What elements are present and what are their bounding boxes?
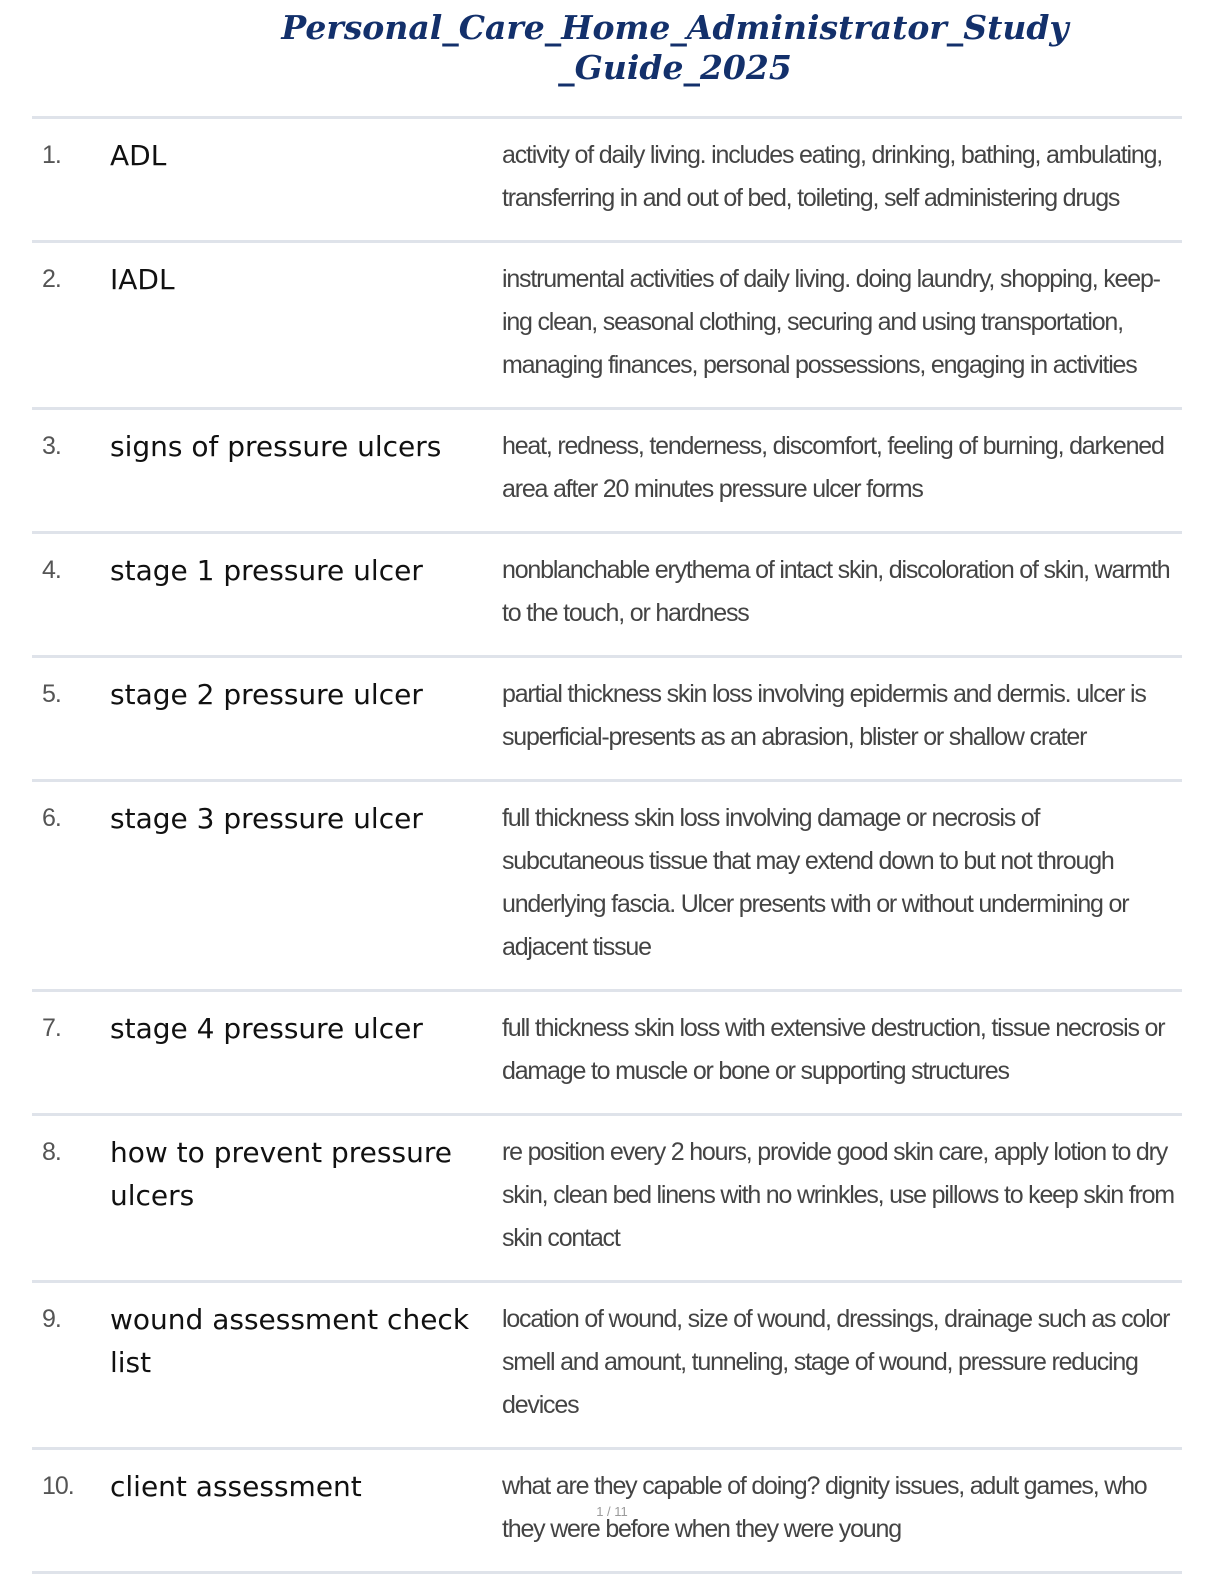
flashcard-row (32, 1283, 1182, 1450)
card-number: 2. (42, 265, 61, 293)
flashcard-row (32, 658, 1182, 782)
card-number: 9. (42, 1305, 61, 1333)
document-title-line-2: _Guide_2025 (558, 48, 792, 87)
card-number: 8. (42, 1138, 61, 1166)
flashcard-row (32, 782, 1182, 992)
card-number: 3. (42, 432, 61, 460)
card-term: IADL (110, 263, 175, 296)
document-title (200, 8, 1150, 88)
card-term: stage 4 pressure ulcer (110, 1012, 423, 1045)
flashcard-list (32, 116, 1182, 1574)
card-number: 4. (42, 556, 61, 584)
flashcard-row (32, 410, 1182, 534)
card-definition: full thickness skin loss with extensive destruction, tissue necrosis or damage to muscle or bone or supporting structures (502, 1014, 1165, 1085)
card-number: 6. (42, 804, 61, 832)
card-number: 7. (42, 1014, 61, 1042)
page-indicator: 1 / 11 (596, 1504, 628, 1519)
flashcard-row (32, 992, 1182, 1116)
card-number: 5. (42, 680, 61, 708)
flashcard-row (32, 119, 1182, 243)
card-term: wound assessment check list (110, 1303, 470, 1379)
card-definition: instrumental activities of daily living. doing laundry, shopping, keep-ing clean, seasonal clothing, securing and using transportation, managing finances, personal possessions, engaging in activities (502, 265, 1160, 379)
card-definition: full thickness skin loss involving damage or necrosis of subcutaneous tissue that may extend down to but not through underlying fascia. Ulcer presents with or without undermining or adjacent tissue (502, 804, 1129, 961)
card-term: signs of pressure ulcers (110, 430, 442, 463)
card-term: stage 1 pressure ulcer (110, 554, 423, 587)
document-title-line-1: Personal_Care_Home_Administrator_Study (281, 8, 1069, 47)
flashcard-row (32, 534, 1182, 658)
card-definition: what are they capable of doing? dignity issues, adult games, who they were before when they were young (502, 1472, 1147, 1543)
card-term: stage 2 pressure ulcer (110, 678, 423, 711)
card-number: 1. (42, 141, 61, 169)
card-term: ADL (110, 139, 167, 172)
card-definition: activity of daily living. includes eating, drinking, bathing, ambulating, transferring in and out of bed, toileting, self administering drugs (502, 141, 1163, 212)
flashcard-row (32, 1116, 1182, 1283)
card-number: 10. (42, 1472, 74, 1500)
card-term: stage 3 pressure ulcer (110, 802, 423, 835)
card-definition: re position every 2 hours, provide good skin care, apply lotion to dry skin, clean bed linens with no wrinkles, use pillows to keep skin from skin contact (502, 1138, 1174, 1252)
card-definition: partial thickness skin loss involving epidermis and dermis. ulcer is superficial-presents as an abrasion, blister or shallow crater (502, 680, 1146, 751)
card-definition: location of wound, size of wound, dressings, drainage such as color smell and amount, tunneling, stage of wound, pressure reducing devices (502, 1305, 1170, 1419)
card-definition: heat, redness, tenderness, discomfort, feeling of burning, darkened area after 20 minutes pressure ulcer forms (502, 432, 1164, 503)
flashcard-row (32, 243, 1182, 410)
card-term: client assessment (110, 1470, 362, 1503)
card-definition: nonblanchable erythema of intact skin, discoloration of skin, warmth to the touch, or hardness (502, 556, 1170, 627)
card-term: how to prevent pressure ulcers (110, 1136, 452, 1212)
